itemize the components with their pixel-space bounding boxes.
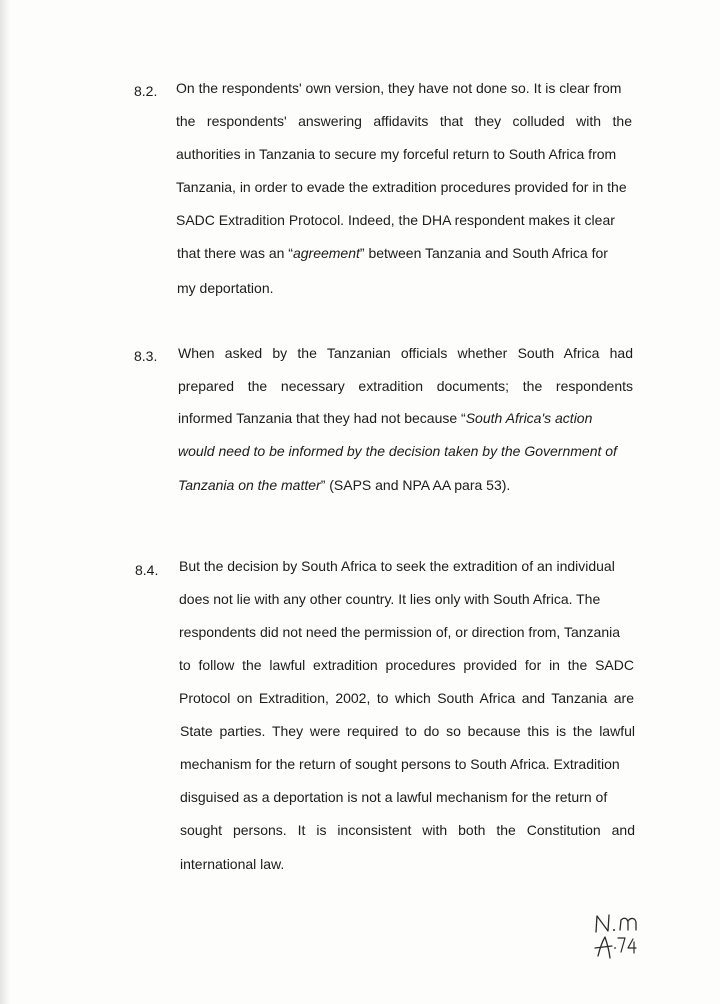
paragraph-line: [178, 435, 617, 468]
paragraph-line: Tanzania on the matter” (SAPS and NPA AA para 53).: [178, 477, 511, 493]
paragraph-line: SADC Extradition Protocol. Indeed, the DHA respondent makes it clear: [176, 212, 615, 228]
paragraph-line: mechanism for the return of sought persons to South Africa. Extradition: [180, 756, 620, 772]
paragraph-line: respondents did not need the permission of, or direction from, Tanzania: [179, 624, 620, 640]
paragraph-line: does not lie with any other country. It lies only with South Africa. The: [179, 591, 601, 607]
paragraph-line: disguised as a deportation is not a lawful mechanism for the return of: [180, 789, 608, 805]
paragraph-line: When asked by the Tanzanian officials whether South Africa had: [178, 345, 633, 361]
paragraph-line: authorities in Tanzania to secure my forceful return to South Africa from: [176, 146, 617, 162]
paragraph-line: Tanzania, in order to evade the extradition procedures provided for in the: [176, 179, 627, 195]
paragraph-line: State parties. They were required to do so because this is the lawful: [180, 723, 635, 739]
paragraph-number: 8.3.: [134, 348, 158, 364]
handwritten-initials: [588, 908, 658, 968]
paragraph-line: sought persons. It is inconsistent with both the Constitution and: [180, 822, 635, 838]
paragraph-line: international law.: [180, 856, 285, 872]
paragraph-line: prepared the necessary extradition documents; the respondents: [178, 378, 633, 394]
emphasis-text: Tanzania on the matter: [178, 477, 321, 493]
paragraph-line: my deportation.: [177, 280, 274, 296]
paragraph-line: Protocol on Extradition, 2002, to which South Africa and Tanzania are: [179, 690, 634, 706]
page-edge-shadow: [0, 0, 10, 1004]
paragraph-number: 8.2.: [134, 83, 158, 99]
emphasis-text: South Africa's action: [465, 410, 593, 426]
paragraph-line: the respondents' answering affidavits that they colluded with the: [176, 113, 632, 129]
paragraph-line: informed Tanzania that they had not because “South Africa's action: [178, 410, 593, 426]
paragraph-number: 8.4.: [135, 562, 159, 578]
paragraph-line: But the decision by South Africa to seek the extradition of an individual: [179, 558, 615, 574]
emphasis-text: would need to be informed by the decision taken by the Government of: [178, 443, 617, 459]
emphasis-text: agreement: [292, 245, 360, 261]
paragraph-line: On the respondents' own version, they have not done so. It is clear from: [176, 80, 622, 96]
paragraph-line: that there was an “agreement” between Tanzania and South Africa for: [177, 245, 608, 261]
paragraph-line: to follow the lawful extradition procedures provided for in the SADC: [179, 657, 634, 673]
